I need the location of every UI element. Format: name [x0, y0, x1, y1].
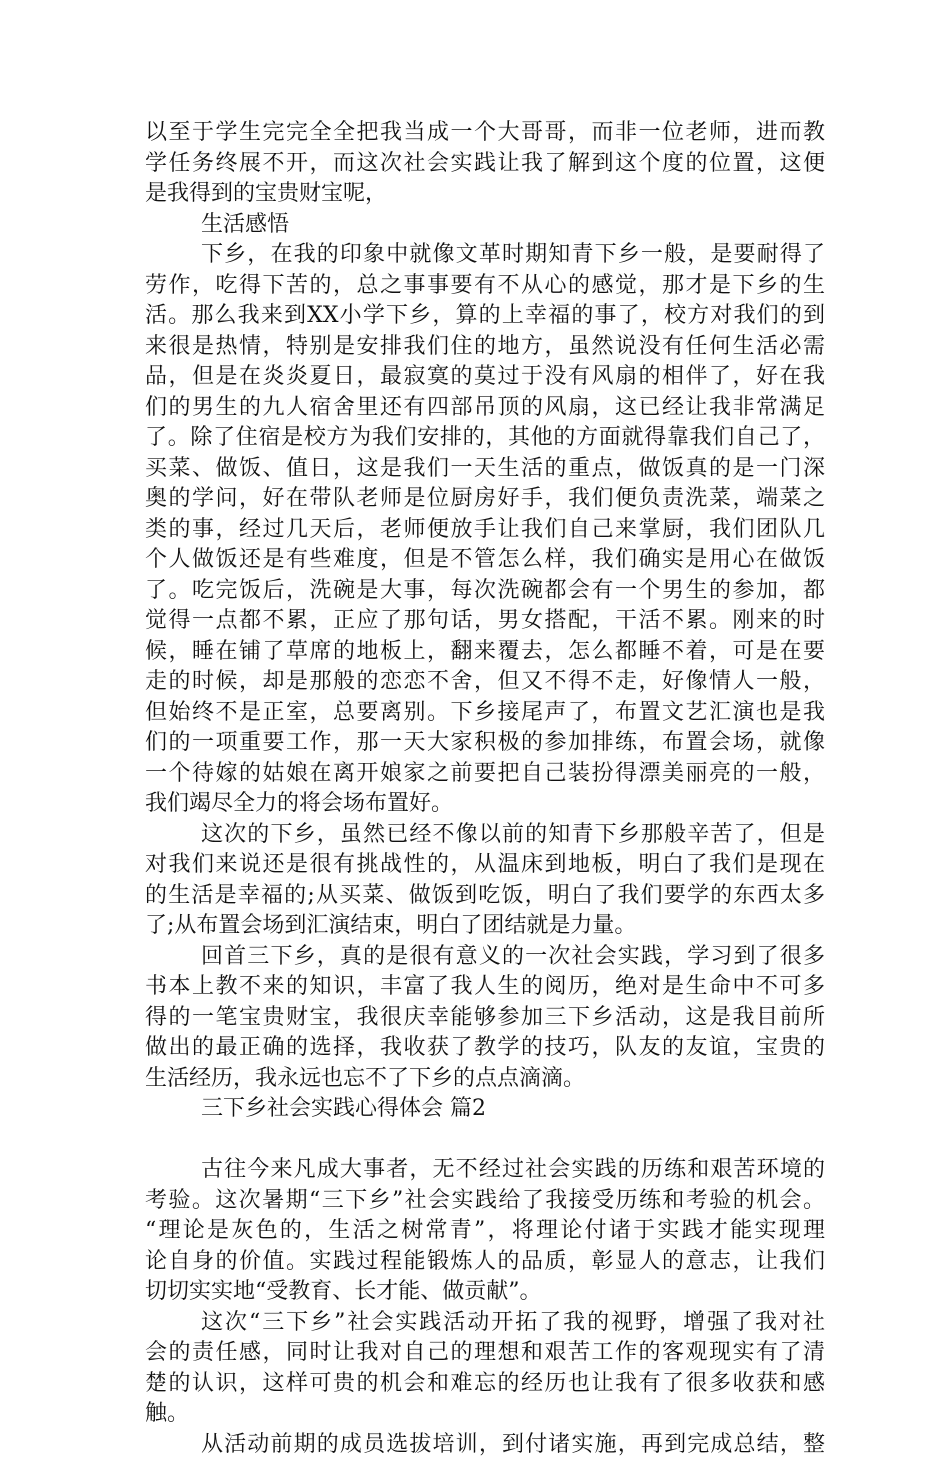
text-line: 来很是热情，特别是安排我们住的地方，虽然说没有任何生活必需	[145, 332, 825, 363]
text-line: 劳作，吃得下苦的，总之事事要有不从心的感觉，那才是下乡的生	[145, 271, 825, 302]
text-line: 学任务终展不开，而这次社会实践让我了解到这个度的位置，这便	[145, 149, 825, 180]
text-line: 走的时候，却是那般的恋恋不舍，但又不得不走，好像情人一般，	[145, 667, 825, 698]
text-line: 这次“三下乡”社会实践活动开拓了我的视野，增强了我对社	[145, 1308, 825, 1339]
text-line: 觉得一点都不累，正应了那句话，男女搭配，干活不累。刚来的时	[145, 606, 825, 637]
text-line: 活。那么我来到XX小学下乡，算的上幸福的事了，校方对我们的到	[145, 301, 825, 332]
text-line: 以至于学生完完全全把我当成一个大哥哥，而非一位老师，进而教	[145, 118, 825, 149]
text-line: 得的一笔宝贵财宝，我很庆幸能够参加三下乡活动，这是我目前所	[145, 1003, 825, 1034]
text-line: 做出的最正确的选择，我收获了教学的技巧，队友的友谊，宝贵的	[145, 1033, 825, 1064]
text-line: 楚的认识，这样可贵的机会和难忘的经历也让我有了很多收获和感	[145, 1369, 825, 1400]
text-line: 们的男生的九人宿舍里还有四部吊顶的风扇，这已经让我非常满足	[145, 393, 825, 424]
text-line: 一个待嫁的姑娘在离开娘家之前要把自己装扮得漂美丽亮的一般，	[145, 759, 825, 790]
text-line: 品，但是在炎炎夏日，最寂寞的莫过于没有风扇的相伴了，好在我	[145, 362, 825, 393]
text-line: 古往今来凡成大事者，无不经过社会实践的历练和艰苦环境的	[145, 1155, 825, 1186]
text-line: 我们竭尽全力的将会场布置好。	[145, 789, 825, 820]
text-line: 是我得到的宝贵财宝呢，	[145, 179, 825, 210]
text-line: 回首三下乡，真的是很有意义的一次社会实践，学习到了很多	[145, 942, 825, 973]
text-line: 生活经历，我永远也忘不了下乡的点点滴滴。	[145, 1064, 825, 1095]
text-line: 从活动前期的成员选拔培训，到付诸实施，再到完成总结，整	[145, 1430, 825, 1460]
text-line: 类的事，经过几天后，老师便放手让我们自己来掌厨，我们团队几	[145, 515, 825, 546]
text-line: 下乡，在我的印象中就像文革时期知青下乡一般，是要耐得了	[145, 240, 825, 271]
text-line: 这次的下乡，虽然已经不像以前的知青下乡那般辛苦了，但是	[145, 820, 825, 851]
text-line: 候，睡在铺了草席的地板上，翻来覆去，怎么都睡不着，可是在要	[145, 637, 825, 668]
text-line: 三下乡社会实践心得体会 篇2	[145, 1094, 825, 1125]
text-line: 买菜、做饭、值日，这是我们一天生活的重点，做饭真的是一门深	[145, 454, 825, 485]
text-line: 对我们来说还是很有挑战性的，从温床到地板，明白了我们是现在	[145, 850, 825, 881]
text-line: 考验。这次暑期“三下乡”社会实践给了我接受历练和考验的机会。	[145, 1186, 825, 1217]
text-line: 论自身的价值。实践过程能锻炼人的品质，彰显人的意志，让我们	[145, 1247, 825, 1278]
document-body	[145, 118, 825, 1460]
text-line: 个人做饭还是有些难度，但是不管怎么样，我们确实是用心在做饭	[145, 545, 825, 576]
text-line: 们的一项重要工作，那一天大家积极的参加排练，布置会场，就像	[145, 728, 825, 759]
text-line: 切切实实地“受教育、长才能、做贡献”。	[145, 1277, 825, 1308]
text-line: 的生活是幸福的;从买菜、做饭到吃饭，明白了我们要学的东西太多	[145, 881, 825, 912]
text-line: “理论是灰色的，生活之树常青”，将理论付诸于实践才能实现理	[145, 1216, 825, 1247]
text-line: 但始终不是正室，总要离别。下乡接尾声了，布置文艺汇演也是我	[145, 698, 825, 729]
text-line: 了;从布置会场到汇演结束，明白了团结就是力量。	[145, 911, 825, 942]
text-line: 会的责任感，同时让我对自己的理想和艰苦工作的客观现实有了清	[145, 1338, 825, 1369]
text-line: 了。吃完饭后，洗碗是大事，每次洗碗都会有一个男生的参加，都	[145, 576, 825, 607]
text-line: 书本上教不来的知识，丰富了我人生的阅历，绝对是生命中不可多	[145, 972, 825, 1003]
text-line: 了。除了住宿是校方为我们安排的，其他的方面就得靠我们自己了，	[145, 423, 825, 454]
blank-line	[145, 1125, 825, 1156]
text-line: 奥的学问，好在带队老师是位厨房好手，我们便负责洗菜，端菜之	[145, 484, 825, 515]
text-line: 生活感悟	[145, 210, 825, 241]
text-line: 触。	[145, 1399, 825, 1430]
